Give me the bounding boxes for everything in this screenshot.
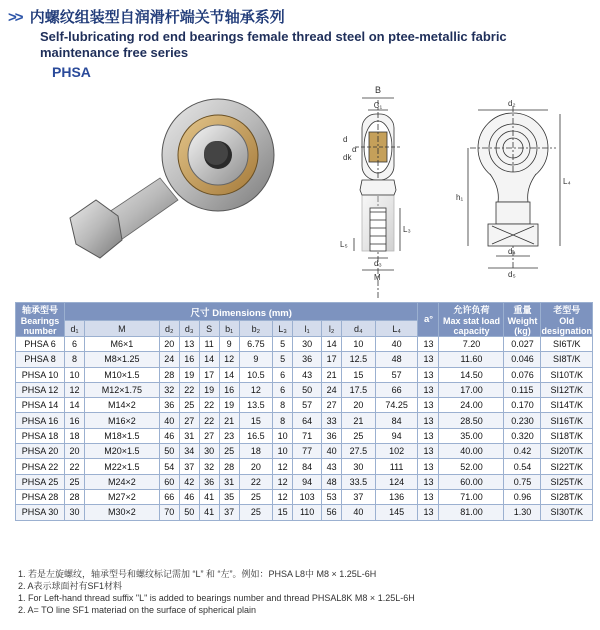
label-L3: L₃ [403,225,411,234]
cell-old: SI20T/K [541,444,593,459]
cell-model: PHSA 16 [16,413,65,428]
cell-s: 32 [199,459,219,474]
cell-l1: 30 [293,337,322,352]
dim-col-header: l₂ [322,321,342,337]
cell-d1: 8 [65,352,85,367]
cell-d4: 33.5 [342,474,376,489]
cell-l4: 66 [375,382,418,397]
cell-b2: 20 [239,459,273,474]
cell-l1: 71 [293,428,322,443]
cell-d1: 30 [65,505,85,520]
cell-b1: 14 [219,367,239,382]
cell-b1: 23 [219,428,239,443]
cell-m: M10×1.5 [84,367,159,382]
cell-l1: 50 [293,382,322,397]
cell-l4: 84 [375,413,418,428]
cell-l3: 6 [273,382,293,397]
title-arrows: >> [8,9,22,26]
cell-l4: 145 [375,505,418,520]
cell-s: 14 [199,352,219,367]
cell-d1: 25 [65,474,85,489]
table-row [16,352,593,367]
title-cn [8,6,528,27]
cell-l4: 57 [375,367,418,382]
cell-s: 41 [199,489,219,504]
cell-d4: 12.5 [342,352,376,367]
cell-l1: 57 [293,398,322,413]
cell-load: 40.00 [439,444,504,459]
cell-b2: 22 [239,474,273,489]
cell-l2: 14 [322,337,342,352]
col-alpha-header: a° [418,303,439,337]
col-model-header: 轴承型号 Bearings number [16,303,65,337]
table-row [16,459,593,474]
dim-col-header: l₁ [293,321,322,337]
cell-load: 81.00 [439,505,504,520]
cell-model: PHSA 10 [16,367,65,382]
cell-b2: 12 [239,382,273,397]
cell-model: PHSA 30 [16,505,65,520]
cell-m: M14×2 [84,398,159,413]
cell-d3: 46 [179,489,199,504]
cell-s: 30 [199,444,219,459]
cell-b1: 37 [219,505,239,520]
table-row [16,505,593,520]
table-row [16,444,593,459]
cell-b2: 6.75 [239,337,273,352]
cell-l3: 8 [273,398,293,413]
cell-d3: 34 [179,444,199,459]
cell-l3: 5 [273,352,293,367]
cell-s: 22 [199,398,219,413]
cell-l1: 94 [293,474,322,489]
cell-d3: 25 [179,398,199,413]
label-dk: dk [343,153,352,162]
cell-d2: 54 [159,459,179,474]
cell-d2: 46 [159,428,179,443]
label-L5: L₅ [340,240,348,249]
cell-l4: 102 [375,444,418,459]
cell-old: SI28T/K [541,489,593,504]
cell-m: M16×2 [84,413,159,428]
cell-b2: 13.5 [239,398,273,413]
cell-l3: 12 [273,459,293,474]
dim-col-header: b₁ [219,321,239,337]
cell-l2: 40 [322,444,342,459]
cell-model: PHSA 14 [16,398,65,413]
cell-weight: 0.42 [504,444,541,459]
cell-d4: 40 [342,505,376,520]
cell-a: 13 [418,428,439,443]
cell-l2: 53 [322,489,342,504]
table-row [16,367,593,382]
cell-d3: 19 [179,367,199,382]
product-drawing [0,70,600,300]
dim-col-header: S [199,321,219,337]
cell-d4: 10 [342,337,376,352]
label-M: M [374,273,381,282]
col-old-header: 老型号 Old designation [541,303,593,337]
cell-b1: 12 [219,352,239,367]
cell-l3: 10 [273,444,293,459]
title-en: Self-lubricating rod end bearings female thread steel on ptee-metallic fabric maintenance free series [40,29,507,60]
cell-d2: 50 [159,444,179,459]
dim-col-header: d₄ [342,321,376,337]
cell-m: M18×1.5 [84,428,159,443]
cell-a: 13 [418,489,439,504]
cell-b1: 28 [219,459,239,474]
cell-old: SI10T/K [541,367,593,382]
dim-col-header: b₂ [239,321,273,337]
cell-l4: 48 [375,352,418,367]
cell-old: SI30T/K [541,505,593,520]
cell-l2: 56 [322,505,342,520]
cell-weight: 0.170 [504,398,541,413]
cell-d2: 70 [159,505,179,520]
cell-d2: 36 [159,398,179,413]
label-B: B [374,85,382,95]
cell-l1: 84 [293,459,322,474]
cell-d4: 17.5 [342,382,376,397]
cell-l3: 5 [273,337,293,352]
cell-l1: 43 [293,367,322,382]
label-L4: L₄ [563,177,571,186]
cell-d3: 13 [179,337,199,352]
label-d2: d₂ [508,99,516,108]
table-row [16,337,593,352]
cell-a: 13 [418,367,439,382]
front-view-drawing [456,99,571,279]
cell-d2: 28 [159,367,179,382]
cell-m: M27×2 [84,489,159,504]
cell-b2: 10.5 [239,367,273,382]
cell-d4: 30 [342,459,376,474]
cell-old: SI22T/K [541,459,593,474]
cell-m: M22×1.5 [84,459,159,474]
cell-l1: 64 [293,413,322,428]
cell-m: M12×1.75 [84,382,159,397]
cell-load: 52.00 [439,459,504,474]
label-d3: d₃ [374,259,382,268]
cell-a: 13 [418,352,439,367]
cell-b1: 16 [219,382,239,397]
cell-d3: 42 [179,474,199,489]
cell-load: 17.00 [439,382,504,397]
cell-s: 19 [199,382,219,397]
cell-d4: 37 [342,489,376,504]
cell-m: M8×1.25 [84,352,159,367]
cell-s: 27 [199,428,219,443]
note-en-1: 1. For Left-hand thread suffix "L" is added to bearings number and thread PHSAL8K M8 × 1.25L-6H [18,593,415,603]
col-weight-header: 重量 Weight (kg) [504,303,541,337]
cell-l2: 27 [322,398,342,413]
cell-weight: 0.320 [504,428,541,443]
cell-d1: 6 [65,337,85,352]
cell-a: 13 [418,382,439,397]
cell-load: 7.20 [439,337,504,352]
cell-l3: 10 [273,428,293,443]
label-d5: d₅ [508,270,516,279]
cell-b2: 15 [239,413,273,428]
spec-table [15,302,593,521]
cell-weight: 0.046 [504,352,541,367]
cell-d3: 22 [179,382,199,397]
cell-weight: 0.96 [504,489,541,504]
cell-load: 11.60 [439,352,504,367]
dim-col-header: d₃ [179,321,199,337]
cell-b1: 9 [219,337,239,352]
table-row [16,428,593,443]
cell-s: 36 [199,474,219,489]
cell-model: PHSA 25 [16,474,65,489]
cell-weight: 0.75 [504,474,541,489]
cell-old: SI12T/K [541,382,593,397]
cell-d1: 12 [65,382,85,397]
dim-col-header: M [84,321,159,337]
dim-col-header: d₁ [65,321,85,337]
cell-model: PHSA 18 [16,428,65,443]
cell-b1: 35 [219,489,239,504]
cell-b2: 16.5 [239,428,273,443]
cell-a: 13 [418,505,439,520]
cell-l4: 136 [375,489,418,504]
label-h1: h₁ [456,193,464,202]
col-dims-header: 尺寸 Dimensions (mm) [65,303,418,321]
cell-weight: 0.230 [504,413,541,428]
model-code: PHSA [52,64,91,80]
cell-l1: 110 [293,505,322,520]
notes [18,568,415,616]
cell-load: 28.50 [439,413,504,428]
cell-old: SI25T/K [541,474,593,489]
cell-d3: 27 [179,413,199,428]
cell-a: 13 [418,337,439,352]
cell-l2: 21 [322,367,342,382]
cell-model: PHSA 28 [16,489,65,504]
cell-l4: 94 [375,428,418,443]
cell-old: SI6T/K [541,337,593,352]
dim-col-header: L₄ [375,321,418,337]
cell-l2: 33 [322,413,342,428]
cell-l2: 17 [322,352,342,367]
cell-l1: 103 [293,489,322,504]
cell-d2: 20 [159,337,179,352]
dim-col-header: L₃ [273,321,293,337]
cell-l1: 77 [293,444,322,459]
table-row [16,474,593,489]
cell-d4: 25 [342,428,376,443]
cell-old: SI18T/K [541,428,593,443]
cell-l3: 12 [273,474,293,489]
cell-weight: 0.54 [504,459,541,474]
cell-model: PHSA 6 [16,337,65,352]
cell-load: 35.00 [439,428,504,443]
table-row [16,413,593,428]
cell-m: M6×1 [84,337,159,352]
cell-l4: 111 [375,459,418,474]
cell-a: 13 [418,444,439,459]
cell-b2: 25 [239,505,273,520]
cell-d4: 27.5 [342,444,376,459]
cell-l4: 74.25 [375,398,418,413]
label-alpha: α [352,145,357,154]
cell-l3: 12 [273,489,293,504]
cell-l2: 48 [322,474,342,489]
cell-d3: 16 [179,352,199,367]
label-d: d [343,135,348,144]
cell-load: 14.50 [439,367,504,382]
cell-l4: 40 [375,337,418,352]
cell-d1: 22 [65,459,85,474]
cell-l3: 6 [273,367,293,382]
cell-l3: 15 [273,505,293,520]
cell-d1: 10 [65,367,85,382]
cell-m: M24×2 [84,474,159,489]
side-section-drawing [340,85,411,300]
cell-m: M20×1.5 [84,444,159,459]
cell-model: PHSA 12 [16,382,65,397]
cell-model: PHSA 20 [16,444,65,459]
table-row [16,398,593,413]
cell-d2: 32 [159,382,179,397]
cell-d2: 24 [159,352,179,367]
cell-b2: 18 [239,444,273,459]
cell-l3: 8 [273,413,293,428]
note-en-2: 2. A= TO line SF1 materiad on the surface of spherical plain [18,605,257,615]
cell-load: 71.00 [439,489,504,504]
cell-b2: 9 [239,352,273,367]
cell-b1: 19 [219,398,239,413]
cell-l1: 36 [293,352,322,367]
cell-a: 13 [418,474,439,489]
title-cn-text: 内螺纹组装型自润滑杆端关节轴承系列 [29,9,285,26]
cell-d2: 40 [159,413,179,428]
cell-b1: 21 [219,413,239,428]
cell-d2: 66 [159,489,179,504]
cell-model: PHSA 8 [16,352,65,367]
note-cn-1: 1. 若是左旋螺纹，轴承型号和螺纹标记需加 “L” 和 “左”。例如：PHSA L8中 M8 × 1.25L-6H [18,569,377,579]
header [8,6,528,80]
cell-b1: 31 [219,474,239,489]
cell-d2: 60 [159,474,179,489]
cell-s: 22 [199,413,219,428]
label-C1: C₁ [373,101,383,110]
cell-weight: 1.30 [504,505,541,520]
cell-d3: 37 [179,459,199,474]
col-load-header: 允许负荷 Max stat load capacity [439,303,504,337]
cell-weight: 0.076 [504,367,541,382]
cell-s: 17 [199,367,219,382]
cell-m: M30×2 [84,505,159,520]
label-d4: d₄ [508,247,516,256]
cell-d4: 21 [342,413,376,428]
cell-d1: 18 [65,428,85,443]
cell-d1: 14 [65,398,85,413]
table-row [16,489,593,504]
cell-old: SI16T/K [541,413,593,428]
cell-b1: 25 [219,444,239,459]
cell-model: PHSA 22 [16,459,65,474]
cell-old: SI8T/K [541,352,593,367]
cell-a: 13 [418,398,439,413]
cell-weight: 0.027 [504,337,541,352]
cell-l2: 36 [322,428,342,443]
cell-load: 24.00 [439,398,504,413]
cell-load: 60.00 [439,474,504,489]
cell-weight: 0.115 [504,382,541,397]
cell-d4: 15 [342,367,376,382]
note-cn-2: 2. A表示球面衬有SF1材料 [18,581,123,591]
cell-d3: 50 [179,505,199,520]
table-row [16,382,593,397]
cell-b2: 25 [239,489,273,504]
rod-end-photo [70,99,274,258]
cell-old: SI14T/K [541,398,593,413]
cell-a: 13 [418,459,439,474]
cell-l2: 24 [322,382,342,397]
cell-l4: 124 [375,474,418,489]
cell-s: 41 [199,505,219,520]
cell-d3: 31 [179,428,199,443]
cell-l2: 43 [322,459,342,474]
cell-s: 11 [199,337,219,352]
cell-a: 13 [418,413,439,428]
cell-d1: 16 [65,413,85,428]
cell-d1: 20 [65,444,85,459]
cell-d1: 28 [65,489,85,504]
cell-d4: 20 [342,398,376,413]
dim-col-header: d₂ [159,321,179,337]
